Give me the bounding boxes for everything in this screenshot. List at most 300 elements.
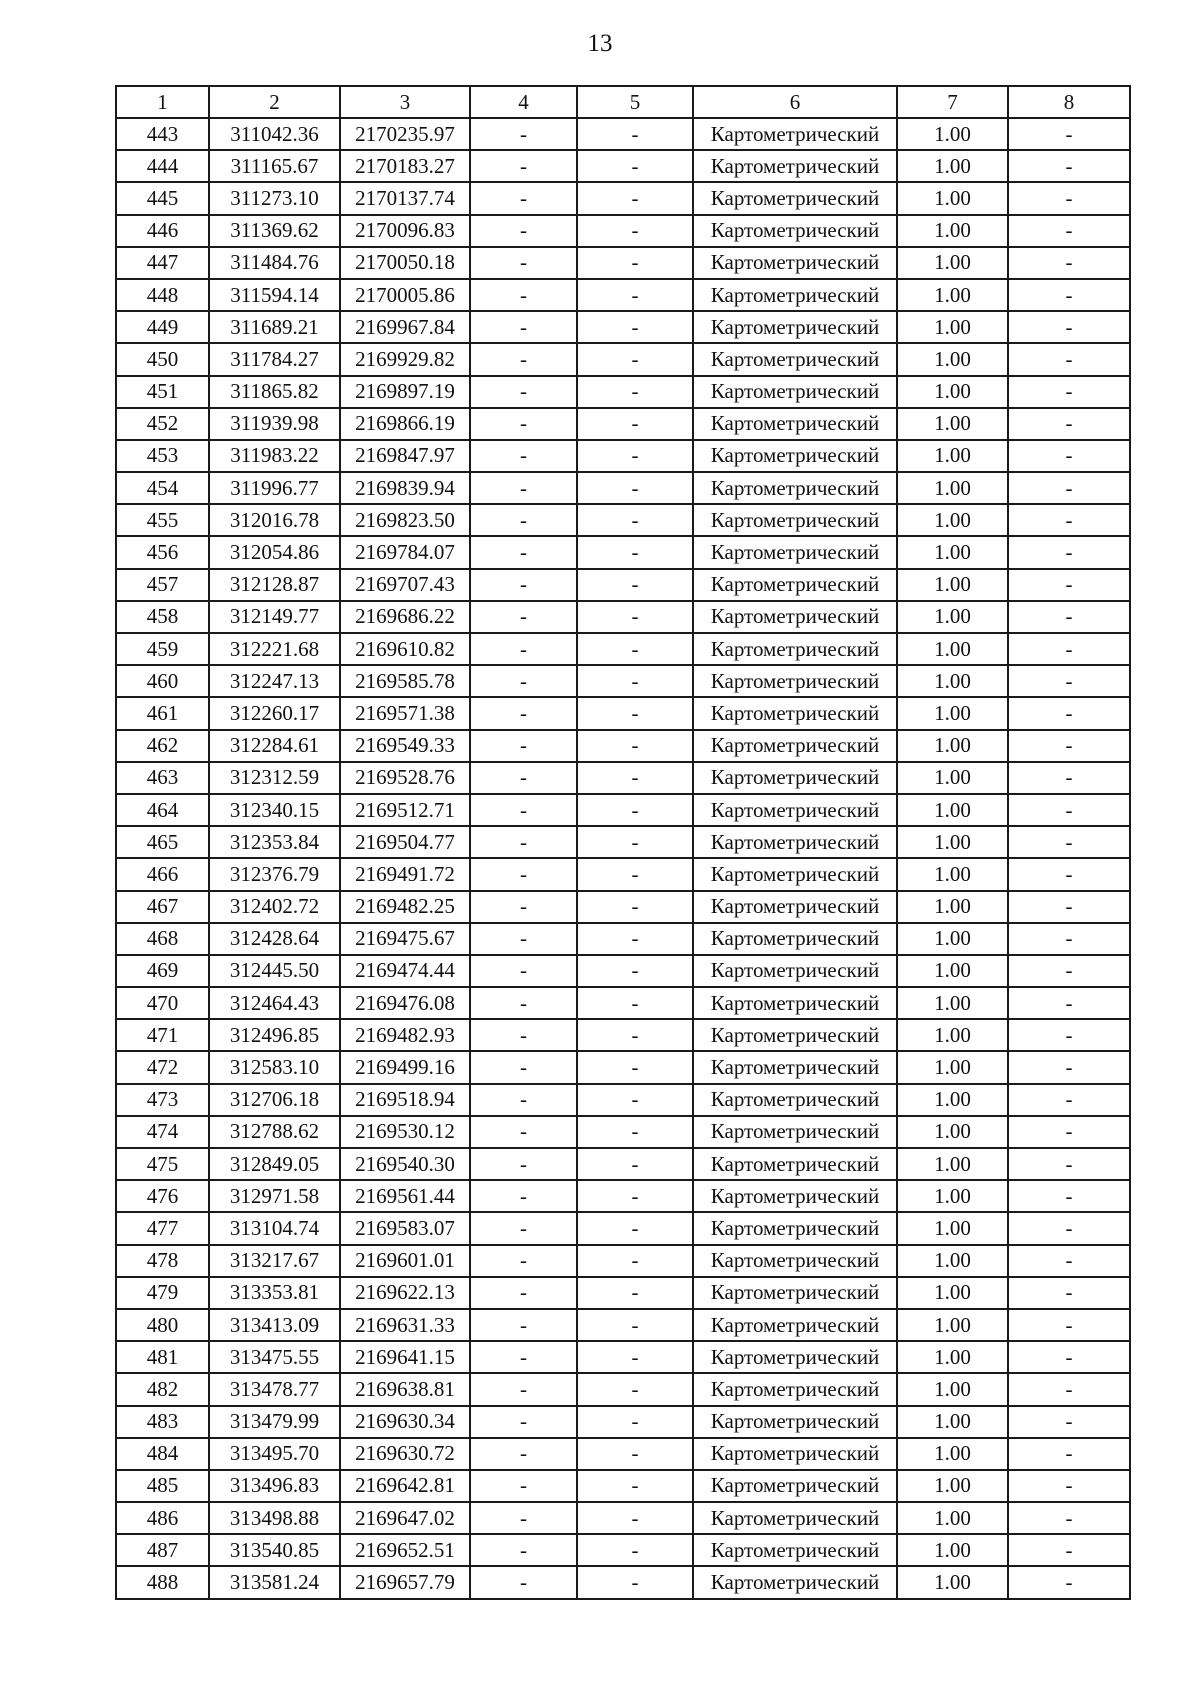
column-5-cell: - xyxy=(577,1373,693,1405)
column-5-cell: - xyxy=(577,633,693,665)
y-coordinate-cell: 2169630.34 xyxy=(340,1406,470,1438)
x-coordinate-cell: 311594.14 xyxy=(209,279,340,311)
column-5-cell: - xyxy=(577,1534,693,1566)
point-number-cell: 483 xyxy=(116,1406,209,1438)
column-5-cell: - xyxy=(577,826,693,858)
accuracy-cell: 1.00 xyxy=(897,1341,1008,1373)
y-coordinate-cell: 2169967.84 xyxy=(340,311,470,343)
column-8-cell: - xyxy=(1008,697,1130,729)
method-cell: Картометрический xyxy=(693,1116,897,1148)
column-4-cell: - xyxy=(470,1341,577,1373)
column-4-cell: - xyxy=(470,569,577,601)
accuracy-cell: 1.00 xyxy=(897,1051,1008,1083)
y-coordinate-cell: 2169528.76 xyxy=(340,762,470,794)
column-4-cell: - xyxy=(470,343,577,375)
accuracy-cell: 1.00 xyxy=(897,1373,1008,1405)
accuracy-cell: 1.00 xyxy=(897,601,1008,633)
table-row xyxy=(116,182,1130,214)
accuracy-cell: 1.00 xyxy=(897,923,1008,955)
method-cell: Картометрический xyxy=(693,1438,897,1470)
x-coordinate-cell: 312312.59 xyxy=(209,762,340,794)
x-coordinate-cell: 311369.62 xyxy=(209,215,340,247)
accuracy-cell: 1.00 xyxy=(897,1277,1008,1309)
column-4-cell: - xyxy=(470,1116,577,1148)
table-row xyxy=(116,1373,1130,1405)
column-8-cell: - xyxy=(1008,1245,1130,1277)
y-coordinate-cell: 2169518.94 xyxy=(340,1084,470,1116)
column-header-3: 3 xyxy=(340,86,470,118)
column-8-cell: - xyxy=(1008,858,1130,890)
x-coordinate-cell: 312284.61 xyxy=(209,730,340,762)
x-coordinate-cell: 312247.13 xyxy=(209,665,340,697)
table-row xyxy=(116,118,1130,150)
point-number-cell: 484 xyxy=(116,1438,209,1470)
column-4-cell: - xyxy=(470,472,577,504)
method-cell: Картометрический xyxy=(693,665,897,697)
table-row xyxy=(116,730,1130,762)
table-row xyxy=(116,665,1130,697)
column-4-cell: - xyxy=(470,601,577,633)
column-5-cell: - xyxy=(577,311,693,343)
accuracy-cell: 1.00 xyxy=(897,536,1008,568)
table-row xyxy=(116,1051,1130,1083)
y-coordinate-cell: 2169866.19 xyxy=(340,408,470,440)
method-cell: Картометрический xyxy=(693,1566,897,1598)
y-coordinate-cell: 2169601.01 xyxy=(340,1245,470,1277)
accuracy-cell: 1.00 xyxy=(897,118,1008,150)
method-cell: Картометрический xyxy=(693,1309,897,1341)
column-4-cell: - xyxy=(470,182,577,214)
method-cell: Картометрический xyxy=(693,440,897,472)
column-8-cell: - xyxy=(1008,1470,1130,1502)
x-coordinate-cell: 311983.22 xyxy=(209,440,340,472)
x-coordinate-cell: 313217.67 xyxy=(209,1245,340,1277)
point-number-cell: 457 xyxy=(116,569,209,601)
accuracy-cell: 1.00 xyxy=(897,1245,1008,1277)
x-coordinate-cell: 312221.68 xyxy=(209,633,340,665)
table-row xyxy=(116,1212,1130,1244)
y-coordinate-cell: 2169504.77 xyxy=(340,826,470,858)
column-8-cell: - xyxy=(1008,1502,1130,1534)
accuracy-cell: 1.00 xyxy=(897,376,1008,408)
accuracy-cell: 1.00 xyxy=(897,1470,1008,1502)
column-8-cell: - xyxy=(1008,408,1130,440)
column-8-cell: - xyxy=(1008,1084,1130,1116)
column-8-cell: - xyxy=(1008,1406,1130,1438)
x-coordinate-cell: 313353.81 xyxy=(209,1277,340,1309)
table-row xyxy=(116,504,1130,536)
column-8-cell: - xyxy=(1008,150,1130,182)
table-row xyxy=(116,858,1130,890)
y-coordinate-cell: 2169707.43 xyxy=(340,569,470,601)
column-8-cell: - xyxy=(1008,1019,1130,1051)
point-number-cell: 446 xyxy=(116,215,209,247)
column-8-cell: - xyxy=(1008,601,1130,633)
accuracy-cell: 1.00 xyxy=(897,1212,1008,1244)
y-coordinate-cell: 2169512.71 xyxy=(340,794,470,826)
column-4-cell: - xyxy=(470,987,577,1019)
x-coordinate-cell: 312128.87 xyxy=(209,569,340,601)
column-8-cell: - xyxy=(1008,633,1130,665)
method-cell: Картометрический xyxy=(693,601,897,633)
x-coordinate-cell: 312706.18 xyxy=(209,1084,340,1116)
column-4-cell: - xyxy=(470,665,577,697)
column-8-cell: - xyxy=(1008,504,1130,536)
method-cell: Картометрический xyxy=(693,730,897,762)
accuracy-cell: 1.00 xyxy=(897,697,1008,729)
x-coordinate-cell: 312340.15 xyxy=(209,794,340,826)
column-8-cell: - xyxy=(1008,730,1130,762)
point-number-cell: 465 xyxy=(116,826,209,858)
accuracy-cell: 1.00 xyxy=(897,987,1008,1019)
x-coordinate-cell: 313496.83 xyxy=(209,1470,340,1502)
accuracy-cell: 1.00 xyxy=(897,182,1008,214)
point-number-cell: 467 xyxy=(116,891,209,923)
table-row xyxy=(116,536,1130,568)
method-cell: Картометрический xyxy=(693,118,897,150)
y-coordinate-cell: 2169561.44 xyxy=(340,1180,470,1212)
accuracy-cell: 1.00 xyxy=(897,762,1008,794)
point-number-cell: 448 xyxy=(116,279,209,311)
table-row xyxy=(116,987,1130,1019)
column-8-cell: - xyxy=(1008,569,1130,601)
table-row xyxy=(116,150,1130,182)
x-coordinate-cell: 312402.72 xyxy=(209,891,340,923)
table-row xyxy=(116,794,1130,826)
column-5-cell: - xyxy=(577,794,693,826)
x-coordinate-cell: 312496.85 xyxy=(209,1019,340,1051)
table-row xyxy=(116,1084,1130,1116)
point-number-cell: 486 xyxy=(116,1502,209,1534)
x-coordinate-cell: 311165.67 xyxy=(209,150,340,182)
table-row xyxy=(116,247,1130,279)
point-number-cell: 463 xyxy=(116,762,209,794)
column-4-cell: - xyxy=(470,118,577,150)
y-coordinate-cell: 2169929.82 xyxy=(340,343,470,375)
table-row xyxy=(116,1148,1130,1180)
column-header-2: 2 xyxy=(209,86,340,118)
column-8-cell: - xyxy=(1008,1373,1130,1405)
column-8-cell: - xyxy=(1008,472,1130,504)
column-8-cell: - xyxy=(1008,1566,1130,1598)
column-4-cell: - xyxy=(470,1019,577,1051)
column-4-cell: - xyxy=(470,1373,577,1405)
x-coordinate-cell: 312849.05 xyxy=(209,1148,340,1180)
column-4-cell: - xyxy=(470,150,577,182)
point-number-cell: 450 xyxy=(116,343,209,375)
x-coordinate-cell: 313475.55 xyxy=(209,1341,340,1373)
method-cell: Картометрический xyxy=(693,955,897,987)
column-5-cell: - xyxy=(577,1116,693,1148)
method-cell: Картометрический xyxy=(693,1019,897,1051)
table-row xyxy=(116,1502,1130,1534)
accuracy-cell: 1.00 xyxy=(897,440,1008,472)
method-cell: Картометрический xyxy=(693,343,897,375)
accuracy-cell: 1.00 xyxy=(897,408,1008,440)
column-4-cell: - xyxy=(470,1051,577,1083)
column-4-cell: - xyxy=(470,1406,577,1438)
method-cell: Картометрический xyxy=(693,1277,897,1309)
table-row xyxy=(116,1341,1130,1373)
point-number-cell: 451 xyxy=(116,376,209,408)
y-coordinate-cell: 2169638.81 xyxy=(340,1373,470,1405)
column-8-cell: - xyxy=(1008,343,1130,375)
point-number-cell: 458 xyxy=(116,601,209,633)
point-number-cell: 447 xyxy=(116,247,209,279)
x-coordinate-cell: 312353.84 xyxy=(209,826,340,858)
y-coordinate-cell: 2170183.27 xyxy=(340,150,470,182)
column-5-cell: - xyxy=(577,118,693,150)
column-4-cell: - xyxy=(470,697,577,729)
point-number-cell: 462 xyxy=(116,730,209,762)
method-cell: Картометрический xyxy=(693,1502,897,1534)
column-4-cell: - xyxy=(470,440,577,472)
point-number-cell: 466 xyxy=(116,858,209,890)
accuracy-cell: 1.00 xyxy=(897,472,1008,504)
column-4-cell: - xyxy=(470,247,577,279)
x-coordinate-cell: 312788.62 xyxy=(209,1116,340,1148)
column-8-cell: - xyxy=(1008,794,1130,826)
column-8-cell: - xyxy=(1008,665,1130,697)
y-coordinate-cell: 2169585.78 xyxy=(340,665,470,697)
page-number: 13 xyxy=(587,30,613,57)
y-coordinate-cell: 2169641.15 xyxy=(340,1341,470,1373)
column-8-cell: - xyxy=(1008,247,1130,279)
y-coordinate-cell: 2169622.13 xyxy=(340,1277,470,1309)
column-header-7: 7 xyxy=(897,86,1008,118)
table-row xyxy=(116,472,1130,504)
accuracy-cell: 1.00 xyxy=(897,955,1008,987)
y-coordinate-cell: 2170096.83 xyxy=(340,215,470,247)
x-coordinate-cell: 311865.82 xyxy=(209,376,340,408)
point-number-cell: 460 xyxy=(116,665,209,697)
method-cell: Картометрический xyxy=(693,794,897,826)
method-cell: Картометрический xyxy=(693,408,897,440)
accuracy-cell: 1.00 xyxy=(897,1406,1008,1438)
column-8-cell: - xyxy=(1008,891,1130,923)
column-4-cell: - xyxy=(470,762,577,794)
column-5-cell: - xyxy=(577,1309,693,1341)
accuracy-cell: 1.00 xyxy=(897,1566,1008,1598)
x-coordinate-cell: 311689.21 xyxy=(209,311,340,343)
x-coordinate-cell: 312260.17 xyxy=(209,697,340,729)
x-coordinate-cell: 311042.36 xyxy=(209,118,340,150)
method-cell: Картометрический xyxy=(693,150,897,182)
column-4-cell: - xyxy=(470,730,577,762)
x-coordinate-cell: 312149.77 xyxy=(209,601,340,633)
method-cell: Картометрический xyxy=(693,311,897,343)
method-cell: Картометрический xyxy=(693,923,897,955)
table-row xyxy=(116,1438,1130,1470)
column-5-cell: - xyxy=(577,279,693,311)
point-number-cell: 478 xyxy=(116,1245,209,1277)
column-8-cell: - xyxy=(1008,1051,1130,1083)
column-4-cell: - xyxy=(470,923,577,955)
method-cell: Картометрический xyxy=(693,247,897,279)
y-coordinate-cell: 2169474.44 xyxy=(340,955,470,987)
accuracy-cell: 1.00 xyxy=(897,247,1008,279)
column-8-cell: - xyxy=(1008,182,1130,214)
method-cell: Картометрический xyxy=(693,1212,897,1244)
y-coordinate-cell: 2169549.33 xyxy=(340,730,470,762)
y-coordinate-cell: 2169610.82 xyxy=(340,633,470,665)
column-5-cell: - xyxy=(577,182,693,214)
point-number-cell: 459 xyxy=(116,633,209,665)
column-5-cell: - xyxy=(577,730,693,762)
method-cell: Картометрический xyxy=(693,633,897,665)
column-4-cell: - xyxy=(470,955,577,987)
point-number-cell: 477 xyxy=(116,1212,209,1244)
column-5-cell: - xyxy=(577,1148,693,1180)
x-coordinate-cell: 313495.70 xyxy=(209,1438,340,1470)
method-cell: Картометрический xyxy=(693,504,897,536)
y-coordinate-cell: 2169652.51 xyxy=(340,1534,470,1566)
y-coordinate-cell: 2170137.74 xyxy=(340,182,470,214)
column-5-cell: - xyxy=(577,762,693,794)
x-coordinate-cell: 312016.78 xyxy=(209,504,340,536)
x-coordinate-cell: 312445.50 xyxy=(209,955,340,987)
accuracy-cell: 1.00 xyxy=(897,1148,1008,1180)
x-coordinate-cell: 311273.10 xyxy=(209,182,340,214)
method-cell: Картометрический xyxy=(693,536,897,568)
y-coordinate-cell: 2169530.12 xyxy=(340,1116,470,1148)
accuracy-cell: 1.00 xyxy=(897,150,1008,182)
point-number-cell: 487 xyxy=(116,1534,209,1566)
column-4-cell: - xyxy=(470,1438,577,1470)
table-row xyxy=(116,311,1130,343)
table-row xyxy=(116,569,1130,601)
column-4-cell: - xyxy=(470,1502,577,1534)
x-coordinate-cell: 311784.27 xyxy=(209,343,340,375)
x-coordinate-cell: 312054.86 xyxy=(209,536,340,568)
column-5-cell: - xyxy=(577,150,693,182)
table-row xyxy=(116,1180,1130,1212)
y-coordinate-cell: 2169784.07 xyxy=(340,536,470,568)
point-number-cell: 443 xyxy=(116,118,209,150)
table-row xyxy=(116,1566,1130,1598)
column-8-cell: - xyxy=(1008,1309,1130,1341)
table-row xyxy=(116,826,1130,858)
y-coordinate-cell: 2169647.02 xyxy=(340,1502,470,1534)
column-8-cell: - xyxy=(1008,1277,1130,1309)
column-5-cell: - xyxy=(577,408,693,440)
column-5-cell: - xyxy=(577,1438,693,1470)
column-8-cell: - xyxy=(1008,215,1130,247)
column-5-cell: - xyxy=(577,601,693,633)
column-5-cell: - xyxy=(577,697,693,729)
accuracy-cell: 1.00 xyxy=(897,215,1008,247)
table-row xyxy=(116,1019,1130,1051)
column-8-cell: - xyxy=(1008,1116,1130,1148)
method-cell: Картометрический xyxy=(693,697,897,729)
y-coordinate-cell: 2169897.19 xyxy=(340,376,470,408)
column-5-cell: - xyxy=(577,665,693,697)
column-4-cell: - xyxy=(470,215,577,247)
method-cell: Картометрический xyxy=(693,569,897,601)
x-coordinate-cell: 313540.85 xyxy=(209,1534,340,1566)
point-number-cell: 481 xyxy=(116,1341,209,1373)
y-coordinate-cell: 2170235.97 xyxy=(340,118,470,150)
table-row xyxy=(116,697,1130,729)
table-row xyxy=(116,955,1130,987)
point-number-cell: 445 xyxy=(116,182,209,214)
column-5-cell: - xyxy=(577,1245,693,1277)
column-5-cell: - xyxy=(577,1212,693,1244)
column-4-cell: - xyxy=(470,408,577,440)
column-5-cell: - xyxy=(577,955,693,987)
accuracy-cell: 1.00 xyxy=(897,504,1008,536)
point-number-cell: 476 xyxy=(116,1180,209,1212)
column-5-cell: - xyxy=(577,376,693,408)
x-coordinate-cell: 311484.76 xyxy=(209,247,340,279)
column-8-cell: - xyxy=(1008,987,1130,1019)
x-coordinate-cell: 313104.74 xyxy=(209,1212,340,1244)
method-cell: Картометрический xyxy=(693,1406,897,1438)
method-cell: Картометрический xyxy=(693,1148,897,1180)
accuracy-cell: 1.00 xyxy=(897,1502,1008,1534)
column-8-cell: - xyxy=(1008,1212,1130,1244)
column-header-8: 8 xyxy=(1008,86,1130,118)
method-cell: Картометрический xyxy=(693,858,897,890)
column-8-cell: - xyxy=(1008,762,1130,794)
accuracy-cell: 1.00 xyxy=(897,633,1008,665)
column-4-cell: - xyxy=(470,311,577,343)
column-4-cell: - xyxy=(470,1566,577,1598)
y-coordinate-cell: 2169657.79 xyxy=(340,1566,470,1598)
column-5-cell: - xyxy=(577,858,693,890)
y-coordinate-cell: 2169571.38 xyxy=(340,697,470,729)
column-8-cell: - xyxy=(1008,1341,1130,1373)
accuracy-cell: 1.00 xyxy=(897,343,1008,375)
y-coordinate-cell: 2170050.18 xyxy=(340,247,470,279)
point-number-cell: 475 xyxy=(116,1148,209,1180)
y-coordinate-cell: 2170005.86 xyxy=(340,279,470,311)
column-5-cell: - xyxy=(577,1277,693,1309)
x-coordinate-cell: 311939.98 xyxy=(209,408,340,440)
column-header-1: 1 xyxy=(116,86,209,118)
column-header-5: 5 xyxy=(577,86,693,118)
column-5-cell: - xyxy=(577,891,693,923)
point-number-cell: 482 xyxy=(116,1373,209,1405)
point-number-cell: 471 xyxy=(116,1019,209,1051)
point-number-cell: 485 xyxy=(116,1470,209,1502)
point-number-cell: 449 xyxy=(116,311,209,343)
column-8-cell: - xyxy=(1008,955,1130,987)
point-number-cell: 468 xyxy=(116,923,209,955)
x-coordinate-cell: 312971.58 xyxy=(209,1180,340,1212)
column-4-cell: - xyxy=(470,279,577,311)
column-5-cell: - xyxy=(577,1180,693,1212)
column-4-cell: - xyxy=(470,1470,577,1502)
point-number-cell: 464 xyxy=(116,794,209,826)
x-coordinate-cell: 312428.64 xyxy=(209,923,340,955)
column-5-cell: - xyxy=(577,440,693,472)
column-8-cell: - xyxy=(1008,440,1130,472)
column-5-cell: - xyxy=(577,1084,693,1116)
column-4-cell: - xyxy=(470,1180,577,1212)
column-8-cell: - xyxy=(1008,536,1130,568)
method-cell: Картометрический xyxy=(693,987,897,1019)
table-row xyxy=(116,376,1130,408)
y-coordinate-cell: 2169686.22 xyxy=(340,601,470,633)
column-4-cell: - xyxy=(470,504,577,536)
column-5-cell: - xyxy=(577,343,693,375)
column-8-cell: - xyxy=(1008,923,1130,955)
accuracy-cell: 1.00 xyxy=(897,1309,1008,1341)
table-row xyxy=(116,1116,1130,1148)
x-coordinate-cell: 313479.99 xyxy=(209,1406,340,1438)
accuracy-cell: 1.00 xyxy=(897,1438,1008,1470)
